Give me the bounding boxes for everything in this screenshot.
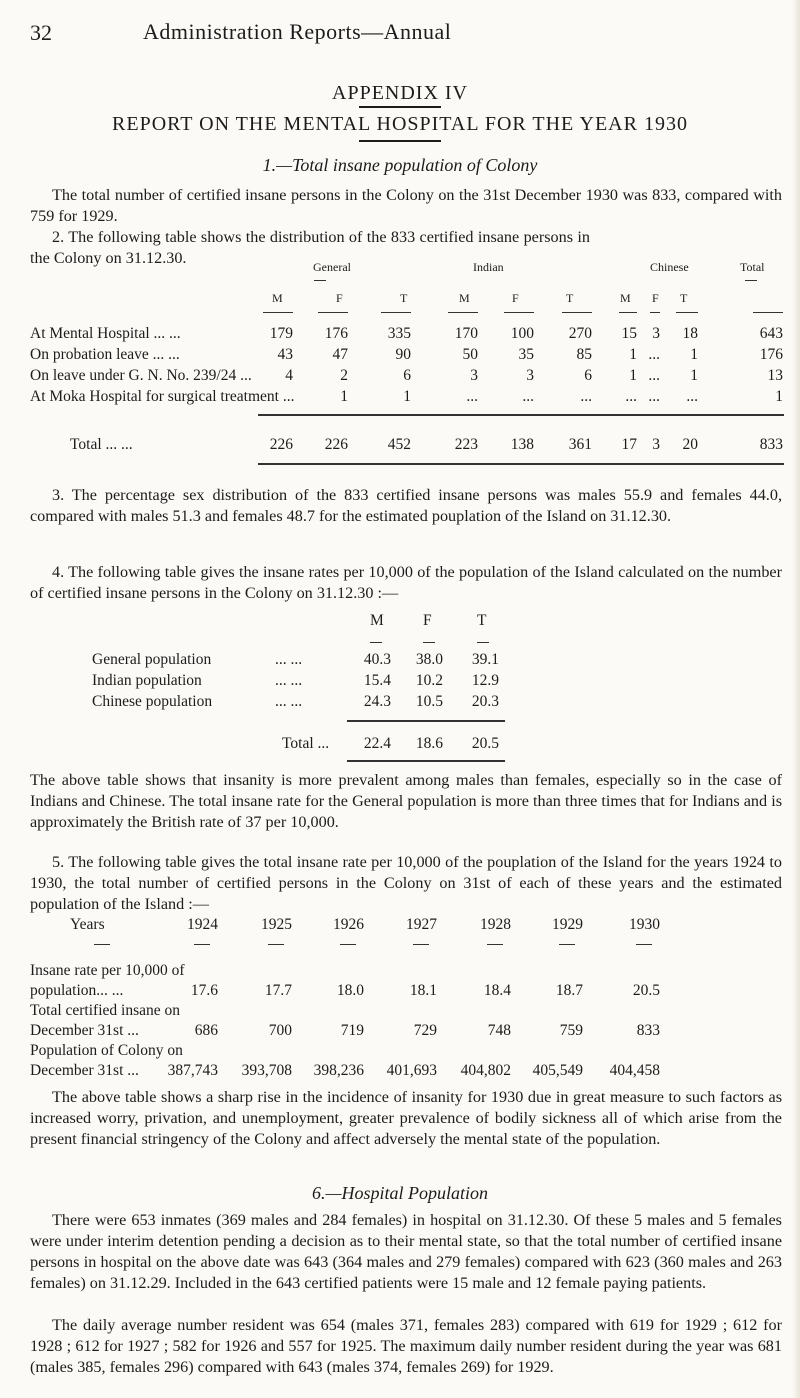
section-6-title: 6.—Hospital Population: [311, 1183, 488, 1203]
subhead: T: [680, 291, 688, 305]
table-cell: 50: [462, 346, 478, 363]
table-cell: 1: [690, 367, 698, 384]
year-header: 1930: [629, 916, 660, 933]
subhead: F: [336, 291, 343, 305]
section-1-title: 1.—Total insane population of Colony: [262, 155, 538, 175]
section-6-paragraph-1: There were 653 inmates (369 males and 284 females) in hospital on 31.12.30. Of these 5 males and 5 females were under interim detention pending a decision as to their mental state, so that the total number of certified insane persons in hospital on the above date was 643 (364 males and 279 females) compared with 623 (360 males and 263 females) on 31.12.29. Included in the 643 certified patients were 15 male and 12 female paying patients.: [30, 1211, 782, 1292]
table-cell: 176: [759, 346, 783, 363]
rates-cell: 12.9: [471, 672, 499, 689]
years-row-label: Population of Colony on: [30, 1042, 183, 1059]
year-header: 1929: [552, 916, 583, 933]
total-label: Total ... ...: [70, 436, 133, 453]
years-cell: 404,458: [609, 1062, 660, 1079]
column-rule: [381, 312, 411, 313]
section-5-discussion: The above table shows a sharp rise in the incidence of insanity for 1930 due in great measure to such factors as increased worry, privation, and unemployment, greater prevalence of bodily sickness all of which arise from the present financial stringency of the Colony and affect adversely the mental state of the population.: [30, 1088, 782, 1148]
table-cell: 3: [526, 367, 534, 384]
table-cell: 35: [518, 346, 534, 363]
column-rule: [94, 944, 110, 945]
rates-cell: 20.3: [471, 693, 499, 710]
table-cell: 335: [387, 325, 411, 342]
section-4-discussion: The above table shows that insanity is more prevalent among males than females, especially so in the case of Indians and Chinese. The total insane rate for the General population is more than three times that for Indians and is approximately the British rate of 37 per 10,000.: [30, 771, 782, 831]
table-cell: ...: [648, 388, 660, 405]
column-rule: [340, 944, 356, 945]
row-label: At Mental Hospital ... ...: [30, 325, 181, 342]
table-cell: 1: [340, 388, 348, 405]
table-cell: ...: [648, 346, 660, 363]
table-cell: 15: [621, 325, 637, 342]
total-cell: 226: [269, 436, 293, 453]
table-cell: 18: [682, 325, 698, 342]
page-number: 32: [30, 20, 52, 45]
row-label: On leave under G. N. No. 239/24 ...: [30, 367, 252, 384]
years-cell: 18.1: [409, 982, 437, 999]
section-1-text: The total number of certified insane persons in the Colony on the 31st December 1930 was 833, compared with 759 for 1929.: [30, 186, 782, 225]
section-2-text: 2. The following table shows the distribution of the 833 certified insane persons in the Colony on 31.12.30.: [30, 228, 590, 267]
rates-total-label: Total ...: [282, 735, 330, 752]
rates-total-cell: 22.4: [363, 735, 391, 752]
year-header: 1928: [480, 916, 511, 933]
year-header: 1924: [187, 916, 218, 933]
table-cell: 170: [454, 325, 478, 342]
years-row-label: Total certified insane on: [30, 1002, 180, 1019]
divider: [359, 140, 441, 142]
subhead: M: [620, 291, 631, 305]
row-label: At Moka Hospital for surgical treatment ...: [30, 388, 295, 405]
total-rule: [258, 463, 784, 465]
total-cell: 833: [759, 436, 783, 453]
years-cell: 20.5: [632, 982, 660, 999]
years-cell: 700: [268, 1022, 292, 1039]
row-label: On probation leave ... ...: [30, 346, 180, 363]
rates-cell: 39.1: [471, 651, 499, 668]
years-cell: 833: [636, 1022, 660, 1039]
table-cell: 1: [629, 346, 637, 363]
table-cell: 270: [568, 325, 592, 342]
rates-head: M: [370, 612, 384, 629]
years-cell: 404,802: [460, 1062, 511, 1079]
appendix-heading: APPENDIX IV: [332, 82, 468, 104]
rates-row-leader: ... ...: [275, 672, 303, 689]
column-rule: [263, 312, 293, 313]
total-cell: 226: [324, 436, 348, 453]
rates-cell: 40.3: [363, 651, 391, 668]
rates-row-leader: ... ...: [275, 693, 303, 710]
table-cell: 4: [285, 367, 293, 384]
rates-cell: 38.0: [415, 651, 443, 668]
year-header: 1925: [261, 916, 292, 933]
total-rule: [347, 720, 505, 722]
year-header: 1926: [333, 916, 364, 933]
rates-row-label: Chinese population: [92, 693, 213, 710]
rates-total-cell: 20.5: [471, 735, 499, 752]
years-cell: 686: [194, 1022, 218, 1039]
total-cell: 223: [454, 436, 478, 453]
column-rule: [487, 944, 503, 945]
column-rule: [676, 312, 698, 313]
years-row-label: December 31st ...: [30, 1022, 139, 1039]
years-cell: 17.6: [190, 982, 218, 999]
subhead: T: [400, 291, 408, 305]
report-title: REPORT ON THE MENTAL HOSPITAL FOR THE YEAR 1930: [112, 113, 688, 135]
column-rule: [194, 944, 210, 945]
table-cell: ...: [625, 388, 637, 405]
group-header: General: [313, 260, 351, 274]
total-rule: [347, 760, 505, 762]
table-cell: 1: [629, 367, 637, 384]
table-cell: 13: [767, 367, 783, 384]
divider: [359, 106, 441, 108]
table-cell: 43: [277, 346, 293, 363]
table-cell: ...: [522, 388, 534, 405]
table-cell: 1: [775, 388, 783, 405]
table-cell: 643: [759, 325, 783, 342]
table-cell: 1: [690, 346, 698, 363]
rates-row-label: Indian population: [92, 672, 202, 689]
table-cell: 6: [584, 367, 592, 384]
rates-total-cell: 18.6: [415, 735, 443, 752]
group-header: Total: [740, 260, 765, 274]
column-rule: [559, 944, 575, 945]
years-cell: 729: [413, 1022, 437, 1039]
total-cell: 361: [568, 436, 592, 453]
years-cell: 398,236: [313, 1062, 364, 1079]
years-cell: 401,693: [386, 1062, 437, 1079]
rates-head: T: [477, 612, 487, 629]
table-cell: 90: [395, 346, 411, 363]
years-cell: 748: [487, 1022, 511, 1039]
column-rule: [636, 944, 652, 945]
column-rule: [562, 312, 592, 313]
years-cell: 18.7: [555, 982, 583, 999]
rates-cell: 10.2: [415, 672, 443, 689]
years-cell: 405,549: [532, 1062, 583, 1079]
total-cell: 138: [510, 436, 534, 453]
subhead: F: [512, 291, 519, 305]
section-5-text: 5. The following table gives the total insane rate per 10,000 of the pouplation of the Island for the years 1924 to 1930, the total number of certified persons in the Colony on 31st of each of these years and the estimated population of the Island :—: [30, 853, 782, 913]
column-rule: [753, 312, 783, 313]
year-header: 1927: [406, 916, 437, 933]
years-cell: 18.4: [483, 982, 511, 999]
section-6-paragraph-2: The daily average number resident was 654 (males 371, females 283) compared with 619 for 1929 ; 612 for 1928 ; 612 for 1927 ; 582 for 1926 and 557 for 1925. The maximum daily number resident during the year was 681 (males 385, females 296) compared with 643 (males 374, females 269) for 1929.: [30, 1316, 782, 1376]
table-cell: ...: [580, 388, 592, 405]
years-row-label: Insane rate per 10,000 of: [30, 962, 185, 979]
section-4-text: 4. The following table gives the insane rates per 10,000 of the population of the Island calculated on the number of certified insane persons in the Colony on 31.12.30 :—: [30, 563, 782, 602]
table-cell: 6: [403, 367, 411, 384]
subhead: M: [272, 291, 283, 305]
years-cell: 393,708: [241, 1062, 292, 1079]
column-rule: [268, 944, 284, 945]
rates-row-leader: ... ...: [275, 651, 303, 668]
column-rule: [448, 312, 478, 313]
table-cell: 179: [269, 325, 293, 342]
subhead: T: [566, 291, 574, 305]
total-cell: 452: [387, 436, 411, 453]
table-cell: 1: [403, 388, 411, 405]
table-cell: ...: [648, 367, 660, 384]
table-cell: 176: [324, 325, 348, 342]
years-cell: 719: [340, 1022, 364, 1039]
table-cell: 100: [510, 325, 534, 342]
group-header: Indian: [473, 260, 504, 274]
rates-cell: 15.4: [363, 672, 391, 689]
table-cell: ...: [686, 388, 698, 405]
total-cell: 3: [652, 436, 660, 453]
column-rule: [504, 312, 534, 313]
table-cell: 3: [470, 367, 478, 384]
years-cell: 18.0: [336, 982, 364, 999]
table-cell: 2: [340, 367, 348, 384]
years-row-label: population... ...: [30, 982, 124, 999]
total-cell: 20: [682, 436, 698, 453]
column-rule: [619, 312, 637, 313]
years-cell: 387,743: [167, 1062, 218, 1079]
years-row-label: December 31st ...: [30, 1062, 139, 1079]
years-cell: 759: [559, 1022, 583, 1039]
page-header: [0, 0, 800, 60]
table-cell: 47: [332, 346, 348, 363]
column-rule: [318, 312, 348, 313]
rates-cell: 24.3: [363, 693, 391, 710]
rates-row-label: General population: [92, 651, 212, 668]
section-3-text: 3. The percentage sex distribution of the 833 certified insane persons was males 55.9 and females 44.0, compared with males 51.3 and females 48.7 for the estimated pouplation of the Island on 31.12.30.: [30, 486, 782, 525]
table-cell: ...: [466, 388, 478, 405]
table-cell: 3: [652, 325, 660, 342]
subhead: F: [652, 291, 659, 305]
years-cell: 17.7: [264, 982, 292, 999]
group-header: Chinese: [650, 260, 689, 274]
total-cell: 17: [621, 436, 637, 453]
column-rule: [413, 944, 429, 945]
running-title: Administration Reports—Annual: [143, 19, 452, 44]
table-cell: 85: [576, 346, 592, 363]
years-label: Years: [70, 916, 105, 933]
rates-cell: 10.5: [415, 693, 443, 710]
column-rule: [650, 312, 660, 313]
rates-head: F: [423, 612, 432, 629]
total-rule: [258, 414, 784, 416]
subhead: M: [459, 291, 470, 305]
